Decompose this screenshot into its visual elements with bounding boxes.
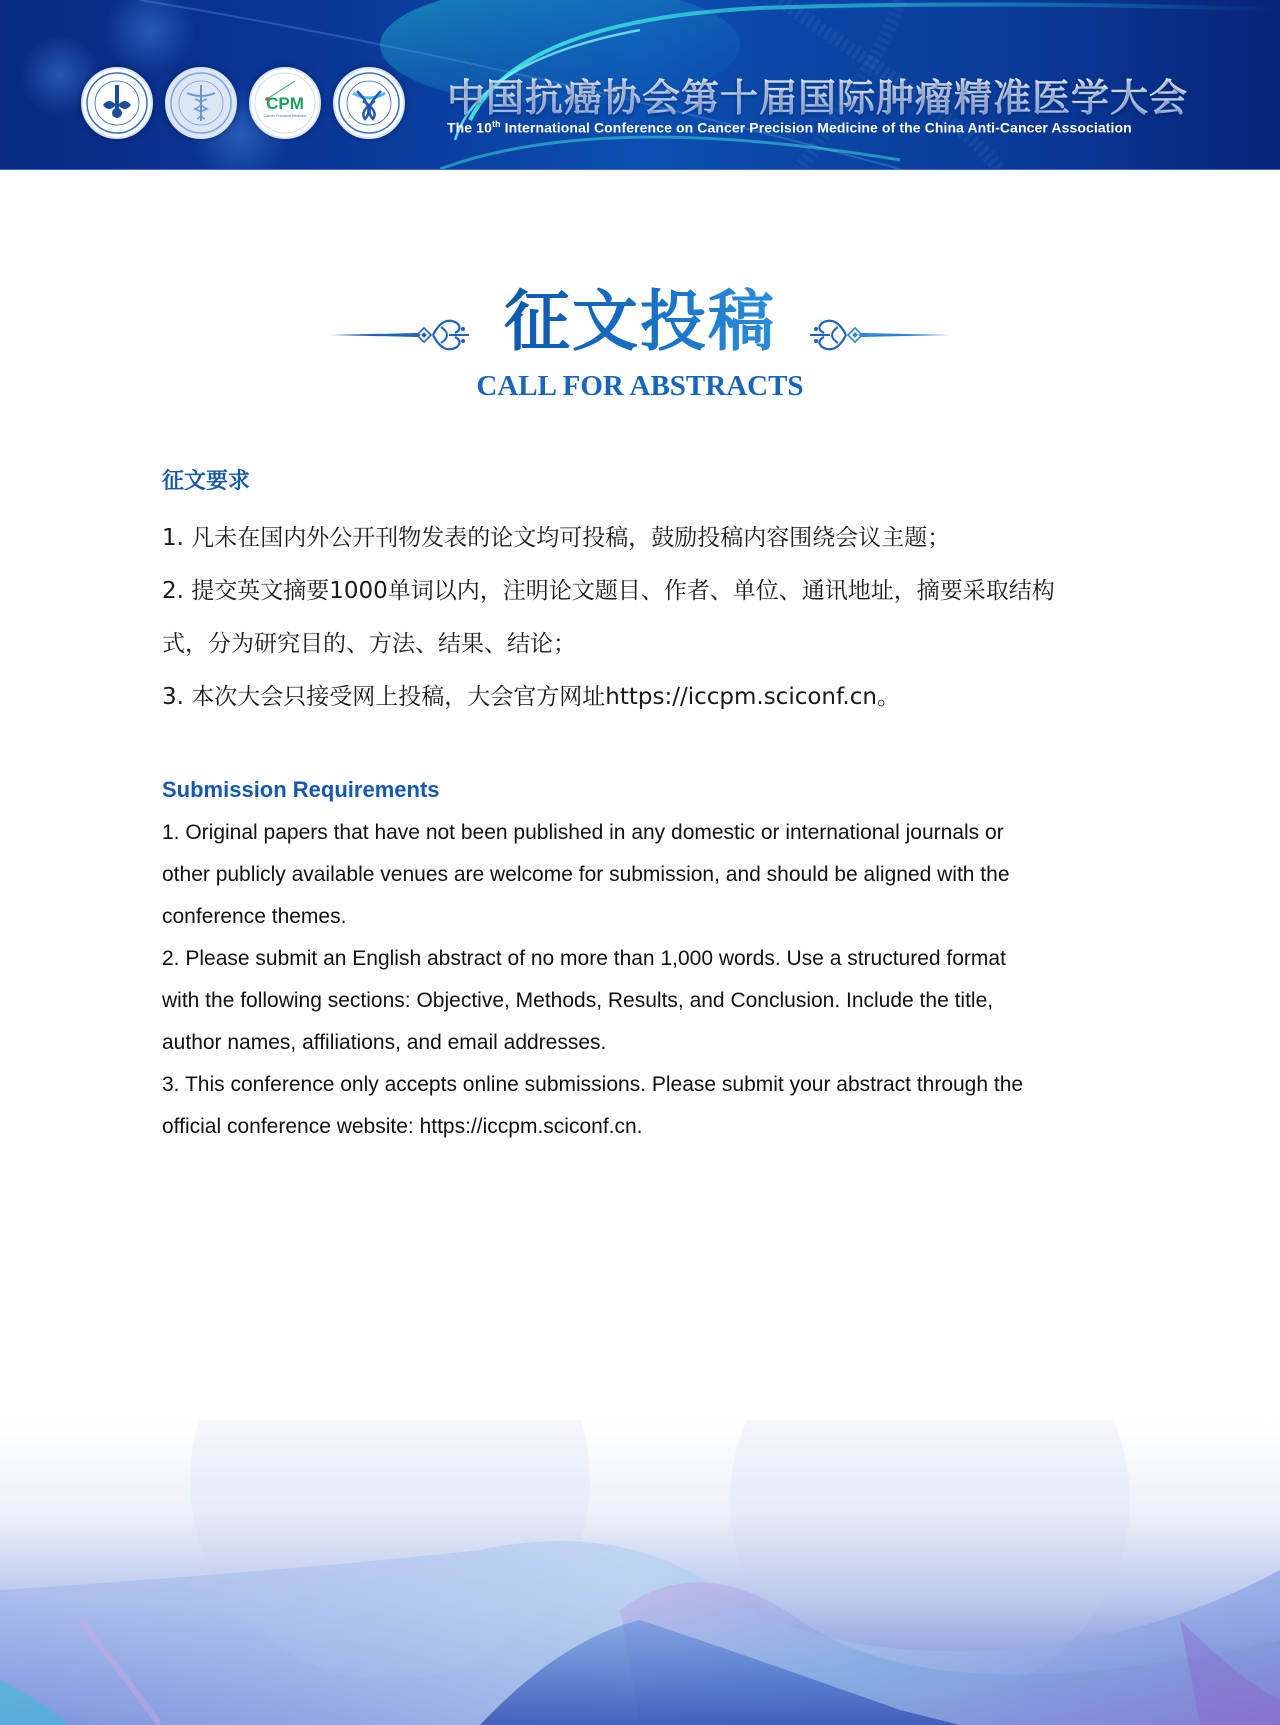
requirement-item-cn: 式，分为研究目的、方法、结果、结论； (162, 631, 576, 657)
requirement-line-en: 3. This conference only accepts online submissions. Please submit your abstract through the (162, 1073, 1024, 1096)
requirement-line-en: author names, affiliations, and email addresses. (162, 1031, 607, 1054)
footer-wave-background (0, 1420, 1280, 1725)
section-title-cn: 征文要求 (162, 469, 251, 494)
requirement-line-en: 1. Original papers that have not been published in any domestic or international journals or (162, 821, 1004, 844)
banner-title-cn: 中国抗癌协会第十届国际肿瘤精准医学大会 (447, 67, 1188, 122)
banner-title-en (447, 119, 1132, 136)
requirement-line-en: other publicly available venues are welcome for submission, and should be aligned with the (162, 863, 1010, 886)
requirement-item-cn: 3. 本次大会只接受网上投稿，大会官方网址https://iccpm.sciconf.cn。 (162, 684, 900, 710)
requirements-list-cn (162, 512, 1142, 724)
requirement-item-cn: 2. 提交英文摘要1000单词以内，注明论文题目、作者、单位、通讯地址，摘要采取结构 (162, 578, 1055, 604)
main-content (162, 462, 1142, 1148)
banner-title-en-ordinal: th (491, 119, 501, 129)
footer-wave-art (0, 1420, 1280, 1725)
requirement-line-en: official conference website: https://iccpm.sciconf.cn. (162, 1115, 643, 1138)
ornament-right-icon (800, 305, 950, 365)
requirement-line-en: 2. Please submit an English abstract of no more than 1,000 words. Use a structured format (162, 947, 1006, 970)
china-anti-cancer-association-logo (81, 67, 153, 139)
svg-text:Cancer Precision Medicine: Cancer Precision Medicine (263, 114, 307, 118)
requirement-line-en: with the following sections: Objective, Methods, Results, and Conclusion. Include the title, (162, 989, 994, 1012)
header-banner (0, 0, 1280, 170)
section-title-en: Submission Requirements (162, 777, 440, 802)
partner-logos (81, 67, 405, 139)
heading-title-cn: 征文投稿 (500, 285, 780, 357)
requirement-line-en: conference themes. (162, 905, 347, 928)
banner-title-en-prefix: The 10 (447, 119, 492, 136)
requirements-list-en (162, 812, 1142, 1148)
svg-text:CPM: CPM (266, 94, 304, 113)
call-for-abstracts-heading (0, 282, 1280, 405)
synthetic-biology-lab-logo (333, 67, 405, 139)
banner-title-en-suffix: International Conference on Cancer Precision Medicine of the China Anti-Cancer Association (500, 119, 1132, 136)
ornament-left-icon (329, 305, 479, 365)
medical-caduceus-logo (165, 67, 237, 139)
cpm-logo (249, 67, 321, 139)
heading-title-en: CALL FOR ABSTRACTS (476, 370, 804, 402)
requirement-item-cn: 1. 凡未在国内外公开刊物发表的论文均可投稿，鼓励投稿内容围绕会议主题； (162, 525, 951, 551)
